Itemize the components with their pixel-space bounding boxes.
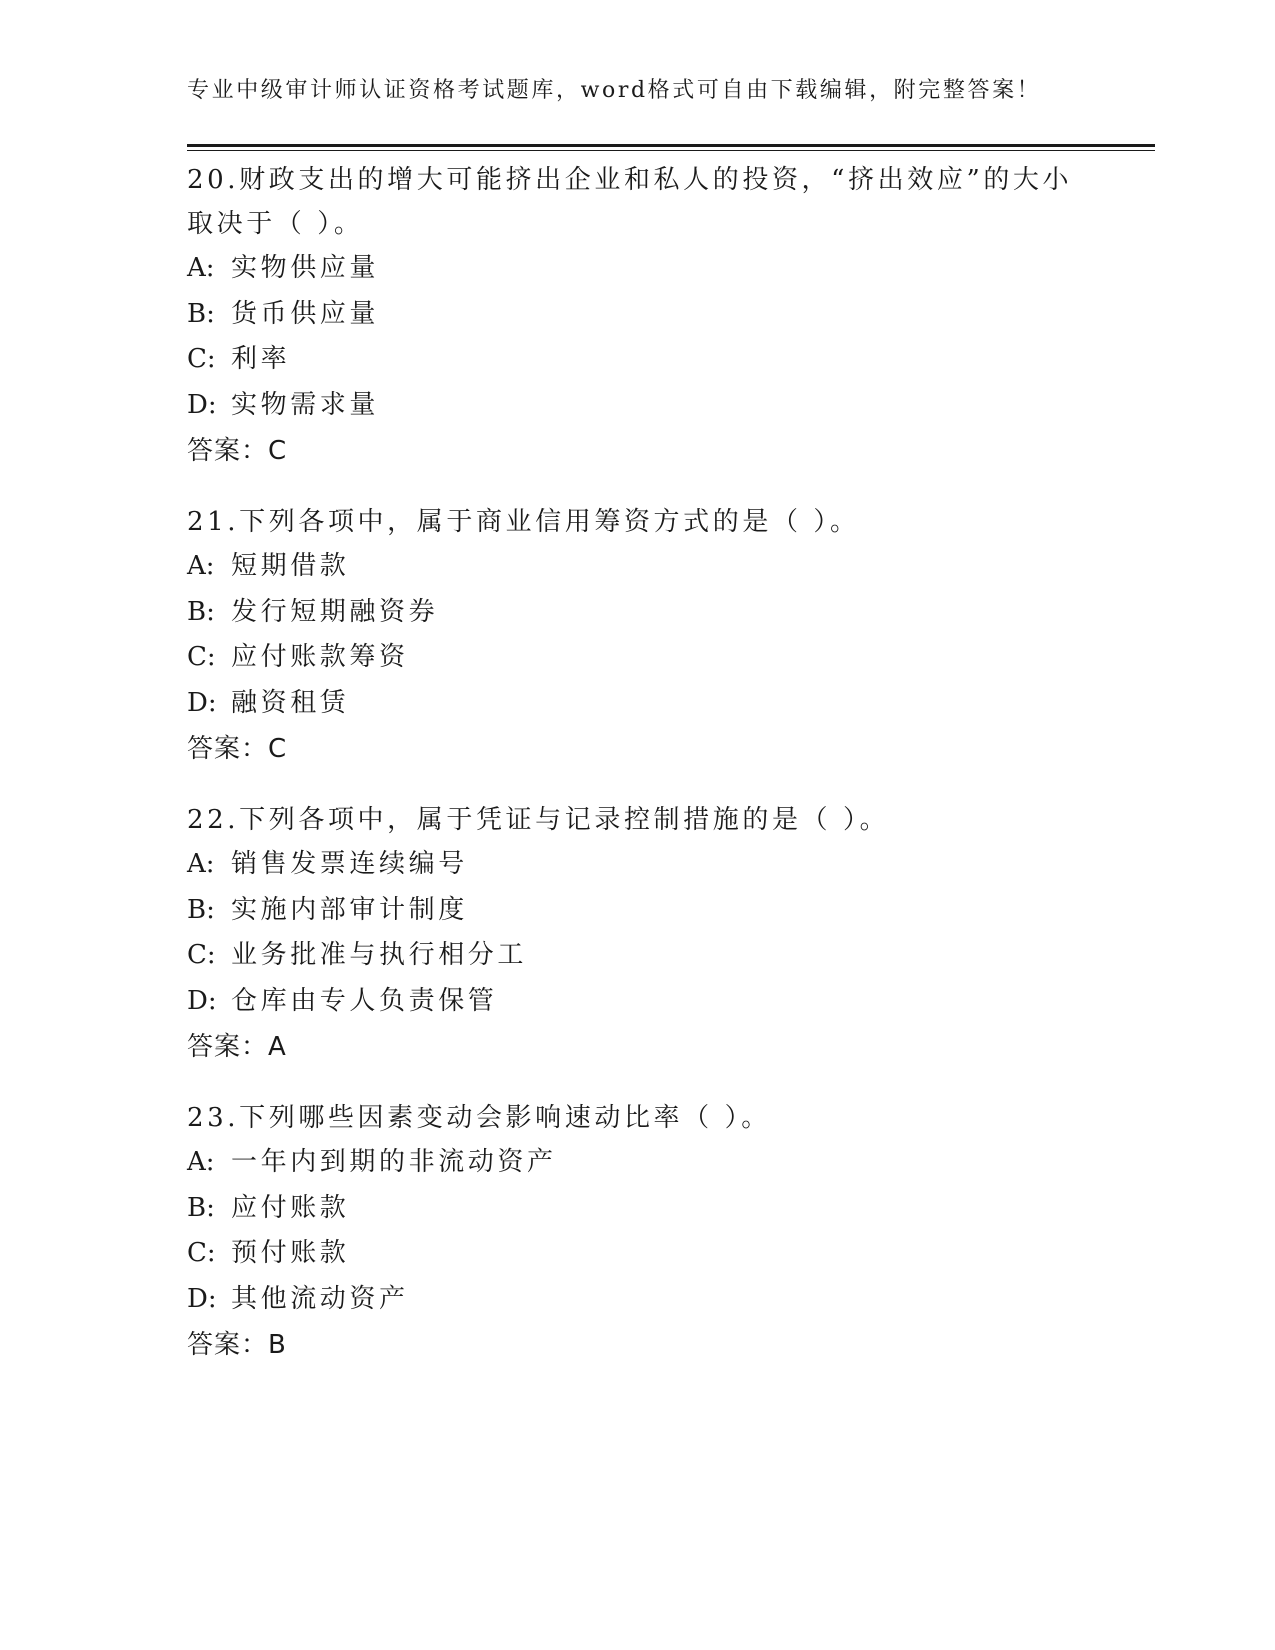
option-letter: D: xyxy=(187,1283,217,1314)
option-text: 实物供应量 xyxy=(231,253,380,283)
question-stem: 22.下列各项中，属于凭证与记录控制措施的是（ ）。 xyxy=(187,805,890,835)
option-letter: D: xyxy=(187,389,217,420)
option-letter: C: xyxy=(187,344,216,374)
question-stem: 20.财政支出的增大可能挤出企业和私人的投资，“挤出效应”的大小取决于（ ）。 xyxy=(187,165,1073,239)
option-d xyxy=(187,383,1087,429)
option-text: 一年内到期的非流动资产 xyxy=(231,1147,557,1177)
option-letter: B: xyxy=(187,1192,215,1223)
answer-line: 答案：A xyxy=(187,1032,287,1062)
question-stem: 21.下列各项中，属于商业信用筹资方式的是（ ）。 xyxy=(187,507,860,537)
option-c xyxy=(187,635,1087,681)
option-letter: C: xyxy=(187,642,216,672)
option-b xyxy=(187,590,1087,636)
option-c xyxy=(187,337,1087,383)
answer-line: 答案：C xyxy=(187,436,288,466)
option-letter: C: xyxy=(187,940,216,970)
option-text: 销售发票连续编号 xyxy=(231,849,468,879)
option-c xyxy=(187,1231,1087,1277)
question-23 xyxy=(187,1096,1087,1368)
header-divider-thin xyxy=(187,150,1155,151)
option-text: 实物需求量 xyxy=(231,389,380,420)
option-letter: A: xyxy=(187,849,215,879)
option-c xyxy=(187,933,1087,979)
option-text: 预付账款 xyxy=(231,1238,350,1268)
page-header: 专业中级审计师认证资格考试题库，word格式可自由下载编辑，附完整答案！ xyxy=(187,78,1042,103)
question-21 xyxy=(187,500,1087,772)
option-text: 应付账款筹资 xyxy=(231,642,409,672)
option-text: 其他流动资产 xyxy=(231,1283,409,1314)
option-text: 利率 xyxy=(231,344,291,374)
option-text: 实施内部审计制度 xyxy=(231,894,468,925)
option-a xyxy=(187,842,1087,888)
option-a xyxy=(187,1140,1087,1186)
question-stem: 23.下列哪些因素变动会影响速动比率（ ）。 xyxy=(187,1103,771,1133)
option-d xyxy=(187,681,1087,727)
option-text: 业务批准与执行相分工 xyxy=(231,940,528,970)
option-d xyxy=(187,1277,1087,1323)
option-text: 短期借款 xyxy=(231,551,350,581)
option-a xyxy=(187,246,1087,292)
question-22 xyxy=(187,798,1087,1070)
option-letter: A: xyxy=(187,1147,215,1177)
option-letter: B: xyxy=(187,298,215,329)
option-letter: A: xyxy=(187,551,215,581)
option-letter: C: xyxy=(187,1238,216,1268)
header-divider-thick xyxy=(187,144,1155,147)
option-b xyxy=(187,1186,1087,1232)
option-a xyxy=(187,544,1087,590)
option-letter: D: xyxy=(187,985,217,1016)
option-text: 发行短期融资券 xyxy=(231,596,439,627)
option-d xyxy=(187,979,1087,1025)
option-text: 仓库由专人负责保管 xyxy=(231,985,498,1016)
option-b xyxy=(187,292,1087,338)
option-letter: A: xyxy=(187,253,215,283)
option-text: 货币供应量 xyxy=(231,298,380,329)
answer-line: 答案：C xyxy=(187,734,288,764)
option-b xyxy=(187,888,1087,934)
question-list xyxy=(187,158,1087,1394)
option-letter: D: xyxy=(187,687,217,718)
option-letter: B: xyxy=(187,596,215,627)
answer-line: 答案：B xyxy=(187,1330,287,1360)
option-letter: B: xyxy=(187,894,215,925)
question-20 xyxy=(187,158,1087,474)
option-text: 融资租赁 xyxy=(231,687,350,718)
option-text: 应付账款 xyxy=(231,1192,350,1223)
